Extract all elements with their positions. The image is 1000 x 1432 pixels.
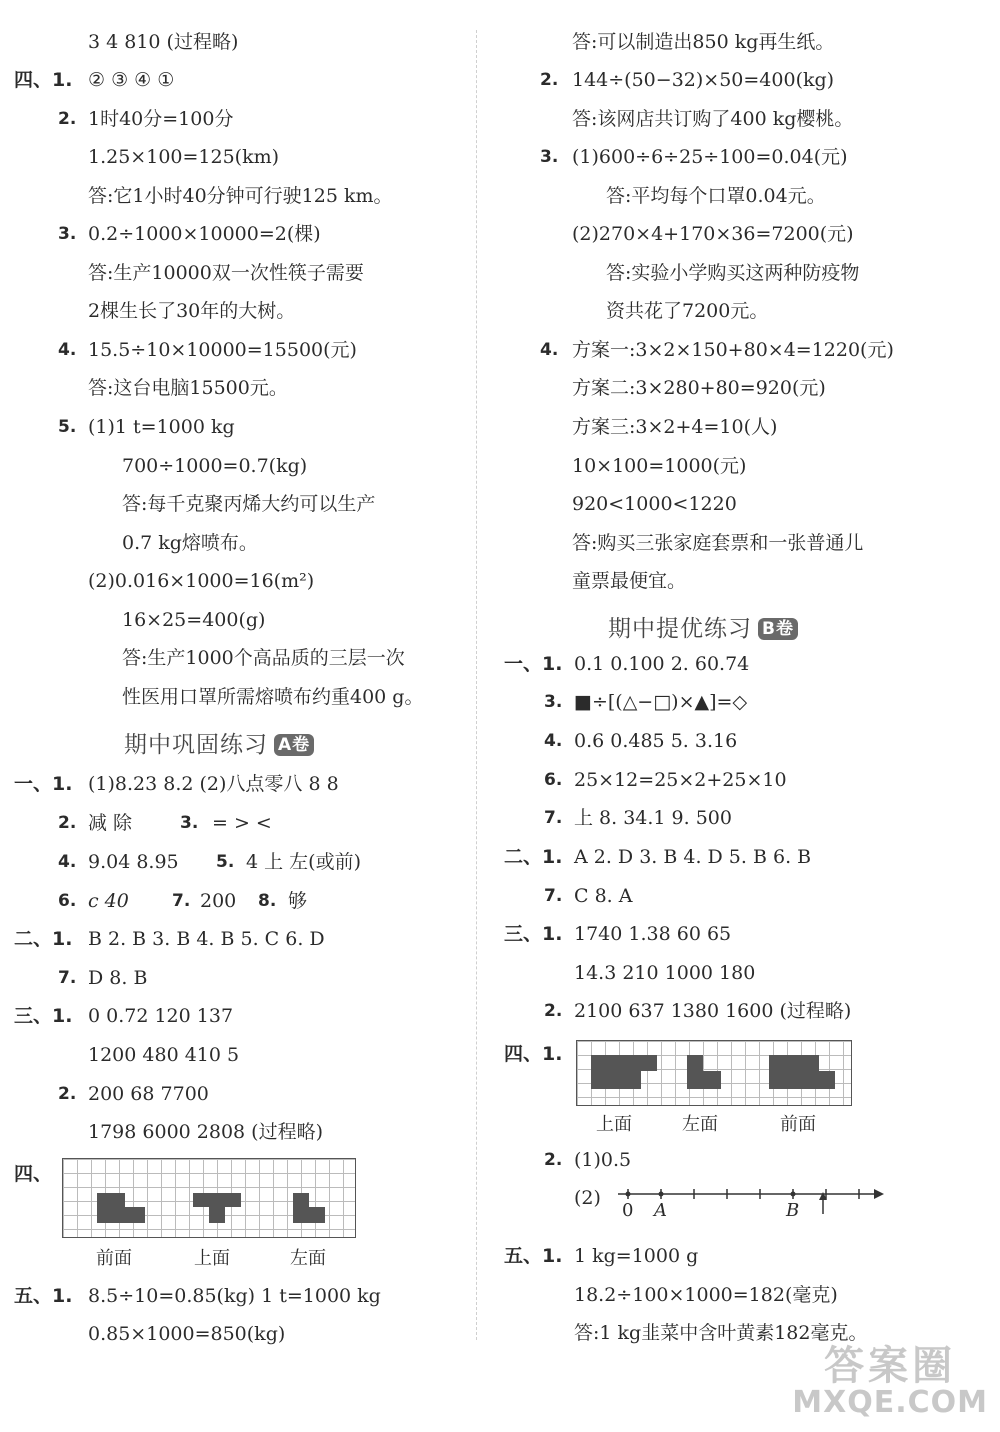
answer-line: 200 68 7700 — [88, 1083, 209, 1105]
question-number: 3. — [544, 692, 563, 712]
question-number: 2. — [544, 1150, 563, 1170]
answer-line: 答:可以制造出850 kg再生纸。 — [572, 31, 835, 53]
point-zero — [626, 1192, 631, 1197]
number-line-point-label: A — [654, 1200, 667, 1221]
section-title-text: 期中提优练习 — [608, 616, 752, 642]
answer-line: 上 8. 34.1 9. 500 — [574, 807, 732, 829]
question-number: 4. — [58, 852, 77, 872]
answer-line: (1)0.5 — [574, 1149, 632, 1171]
answer-line: 童票最便宜。 — [572, 570, 687, 592]
question-number: 8. — [258, 891, 277, 911]
question-number: 5. — [58, 417, 77, 437]
cube-face — [97, 1207, 145, 1223]
answer-line: (1)1 t=1000 kg — [88, 416, 235, 438]
column-divider — [476, 30, 477, 1340]
view-label: 上面 — [596, 1114, 632, 1135]
question-number: 3. — [540, 147, 559, 167]
answer-line: 1798 6000 2808 (过程略) — [88, 1121, 324, 1143]
answer-line: (1)600÷6÷25÷100=0.04(元) — [572, 146, 848, 168]
section-label: 三、1. — [14, 1005, 73, 1027]
view-label: 前面 — [780, 1114, 816, 1135]
answer-line: 2棵生长了30年的大树。 — [88, 300, 296, 322]
point-a — [659, 1192, 664, 1197]
question-number: 2. — [544, 1001, 563, 1021]
section-label: 一、1. — [504, 653, 563, 675]
answer-line: 够 — [288, 890, 308, 912]
cube-face — [687, 1055, 703, 1071]
question-number: 6. — [544, 770, 563, 790]
question-number: 7. — [544, 886, 563, 906]
point-b — [791, 1192, 796, 1197]
answer-line: 700÷1000=0.7(kg) — [122, 455, 308, 477]
question-number: 4. — [544, 731, 563, 751]
question-number: 7. — [172, 891, 191, 911]
view-grid-figure — [62, 1158, 356, 1238]
answer-line: 0.85×1000=850(kg) — [88, 1323, 286, 1345]
answer-line: 2100 637 1380 1600 (过程略) — [574, 1000, 852, 1022]
cube-face — [591, 1055, 657, 1071]
answer-line: c 40 — [88, 890, 129, 912]
answer-line: 答:购买三张家庭套票和一张普通儿 — [572, 532, 864, 554]
section-label: 二、1. — [14, 928, 73, 950]
answer-line: (2)0.016×1000=16(m²) — [88, 570, 315, 592]
watermark-url: MXQE.COM — [792, 1384, 988, 1420]
answer-line: (1)8.23 8.2 (2)八点零八 8 8 — [88, 773, 339, 795]
number-line-tick-label: 0 — [622, 1200, 634, 1221]
version-badge: A卷 — [274, 734, 314, 756]
answer-line: 答:生产10000双一次性筷子需要 — [88, 262, 364, 284]
answer-line: 1 kg=1000 g — [574, 1245, 699, 1267]
section-title — [608, 610, 798, 643]
section-label: 四、1. — [504, 1043, 563, 1065]
answer-line: 15.5÷10×10000=15500(元) — [88, 339, 357, 361]
question-number: 7. — [58, 968, 77, 988]
answer-line: C 8. A — [574, 885, 633, 907]
answer-line: 14.3 210 1000 180 — [574, 962, 756, 984]
answer-line: 920<1000<1220 — [572, 493, 737, 515]
question-number: 4. — [58, 340, 77, 360]
section-label: 二、1. — [504, 846, 563, 868]
answer-line: (2)270×4+170×36=7200(元) — [572, 223, 854, 245]
cube-face — [591, 1071, 641, 1089]
number-line-label: (2) — [574, 1187, 601, 1209]
answer-line: 减 除 — [88, 812, 133, 834]
view-label: 上面 — [194, 1248, 230, 1269]
cube-face — [293, 1207, 325, 1223]
question-number: 4. — [540, 340, 559, 360]
cube-face — [687, 1071, 721, 1089]
answer-line: 方案三:3×2+4=10(人) — [572, 416, 778, 438]
answer-line: 0.6 0.485 5. 3.16 — [574, 730, 738, 752]
number-line — [600, 1180, 900, 1226]
view-label: 左面 — [290, 1248, 326, 1269]
answer-line: 16×25=400(g) — [122, 609, 266, 631]
answer-line: ■÷[(△−□)×▲]=◇ — [574, 691, 748, 713]
answer-line: 4 上 左(或前) — [246, 851, 361, 873]
cube-face — [769, 1071, 835, 1089]
answer-line: 答:平均每个口罩0.04元。 — [606, 185, 826, 207]
answer-line: 答:生产1000个高品质的三层一次 — [122, 647, 405, 669]
question-number: 3. — [58, 224, 77, 244]
answer-line: 答:这台电脑15500元。 — [88, 377, 288, 399]
cube-face — [769, 1055, 819, 1071]
answer-line: 答:每千克聚丙烯大约可以生产 — [122, 493, 376, 515]
answer-line: = > < — [212, 812, 272, 834]
question-number: 2. — [540, 70, 559, 90]
answer-line: 资共花了7200元。 — [606, 300, 769, 322]
answer-line: 9.04 8.95 — [88, 851, 179, 873]
answer-line: 方案二:3×280+80=920(元) — [572, 377, 826, 399]
answer-line: B 2. B 3. B 4. B 5. C 6. D — [88, 928, 325, 950]
answer-line: 0.2÷1000×10000=2(棵) — [88, 223, 321, 245]
answer-line: 10×100=1000(元) — [572, 455, 747, 477]
answer-line: 答:它1小时40分钟可行驶125 km。 — [88, 185, 393, 207]
answer-line: 0.7 kg熔喷布。 — [122, 532, 258, 554]
watermark-logo-text: 答案圈 — [824, 1342, 957, 1389]
answer-line: 性医用口罩所需熔喷布约重400 g。 — [122, 686, 424, 708]
site-watermark — [792, 1342, 988, 1420]
question-number: 6. — [58, 891, 77, 911]
section-label: 四、 — [14, 1163, 53, 1185]
section-label: 一、1. — [14, 773, 73, 795]
answer-line: 18.2÷100×1000=182(毫克) — [574, 1284, 838, 1306]
number-line-point-label: B — [786, 1200, 800, 1221]
cube-face — [293, 1193, 309, 1207]
cube-face — [97, 1193, 125, 1207]
view-label: 左面 — [682, 1114, 718, 1135]
view-label: 前面 — [96, 1248, 132, 1269]
question-number: 2. — [58, 109, 77, 129]
answer-line: 1200 480 410 5 — [88, 1044, 240, 1066]
section-title-text: 期中巩固练习 — [124, 732, 268, 758]
answer-line: D 8. B — [88, 967, 148, 989]
section-label: 五、1. — [504, 1245, 563, 1267]
answer-line: 1时40分=100分 — [88, 108, 234, 130]
question-number: 2. — [58, 813, 77, 833]
arrow-head-icon — [874, 1189, 884, 1199]
answer-line: A 2. D 3. B 4. D 5. B 6. B — [574, 846, 812, 868]
question-number: 3. — [180, 813, 199, 833]
question-number: 7. — [544, 808, 563, 828]
answer-line: 1.25×100=125(km) — [88, 146, 280, 168]
answer-line: 25×12=25×2+25×10 — [574, 769, 787, 791]
answer-line: 答:1 kg韭菜中含叶黄素182毫克。 — [574, 1322, 868, 1344]
answer-line: 200 — [200, 890, 237, 912]
answer-line: 0 0.72 120 137 — [88, 1005, 234, 1027]
question-number: 5. — [216, 852, 235, 872]
version-badge: B卷 — [758, 618, 798, 640]
section-label: 四、1. — [14, 69, 73, 91]
cube-face — [209, 1207, 225, 1223]
cube-face — [193, 1193, 241, 1207]
answer-line: 144÷(50−32)×50=400(kg) — [572, 69, 835, 91]
answer-line: 答:实验小学购买这两种防疫物 — [606, 262, 860, 284]
question-number: 2. — [58, 1084, 77, 1104]
section-label: 三、1. — [504, 923, 563, 945]
section-label: 五、1. — [14, 1285, 73, 1307]
view-grid-figure — [576, 1040, 852, 1106]
section-title — [124, 726, 314, 759]
answer-line: 8.5÷10=0.85(kg) 1 t=1000 kg — [88, 1285, 381, 1307]
answer-line: 3 4 810 (过程略) — [88, 31, 239, 53]
answer-line: 0.1 0.100 2. 60.74 — [574, 653, 750, 675]
answer-line: ② ③ ④ ① — [88, 69, 175, 91]
answer-line: 方案一:3×2×150+80×4=1220(元) — [572, 339, 894, 361]
answer-line: 答:该网店共订购了400 kg樱桃。 — [572, 108, 854, 130]
answer-line: 1740 1.38 60 65 — [574, 923, 732, 945]
